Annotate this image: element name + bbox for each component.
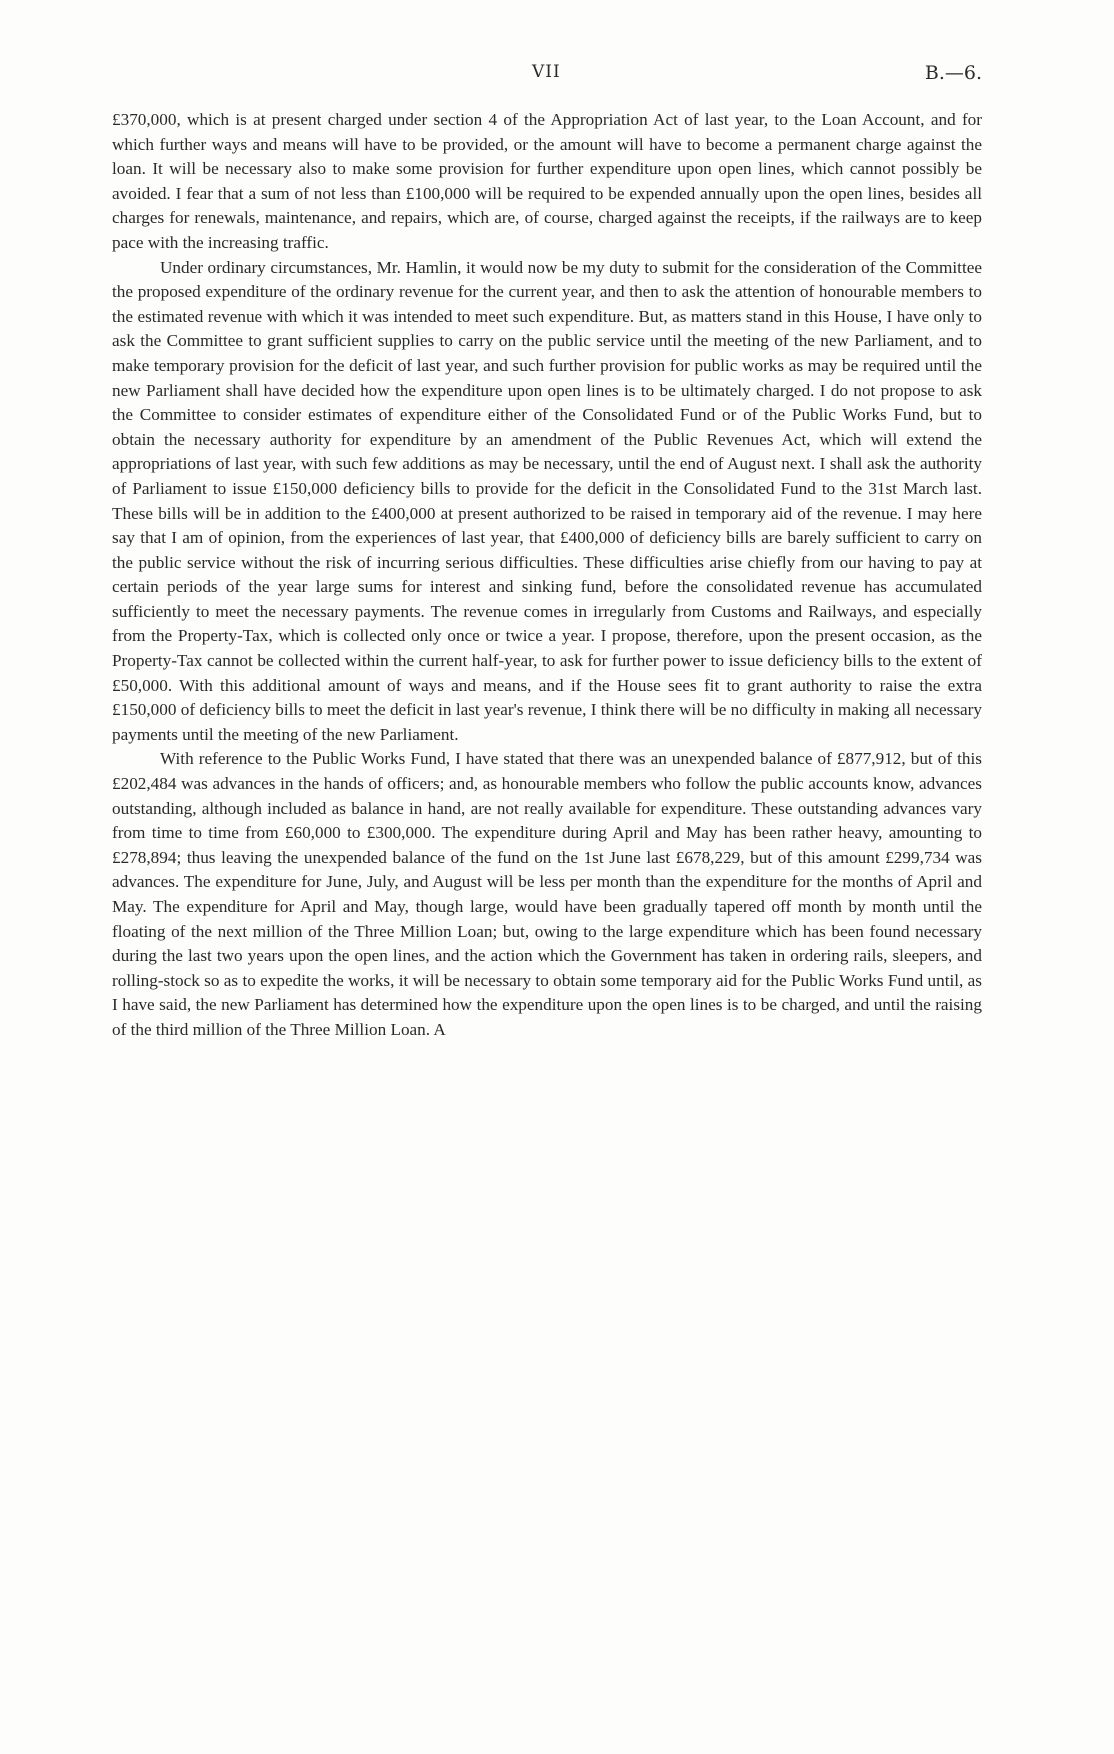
paragraph-1: £370,000, which is at present charged under section 4 of the Appropriation Act of last year, to the Loan Account, and for which further ways and means will have to be provided, or the amount will have to become a permanent charge against the loan. It will be necessary also to make some provision for further expenditure upon open lines, which cannot possibly be avoided. I fear that a sum of not less than £100,000 will be required to be expended annually upon the open lines, besides all charges for renewals, maintenance, and repairs, which are, of course, charged against the receipts, if the railways are to keep pace with the increasing traffic. xyxy=(112,110,982,252)
paragraph-2: Under ordinary circumstances, Mr. Hamlin, it would now be my duty to submit for the consideration of the Committee the proposed expenditure of the ordinary revenue for the current year, and then to ask the attention of honourable members to the estimated revenue with which it was intended to meet such expenditure. But, as matters stand in this House, I have only to ask the Committee to grant sufficient supplies to carry on the public service until the meeting of the new Parliament, and to make temporary provision for the deficit of last year, and such further provision for public works as may be required until the new Parliament shall have decided how the expenditure upon open lines is to be ultimately charged. I do not propose to ask the Committee to consider estimates of expenditure either of the Consolidated Fund or of the Public Works Fund, but to obtain the necessary authority for expenditure by an amendment of the Public Revenues Act, which will extend the appropriations of last year, with such few additions as may be necessary, until the end of August next. I shall ask the authority of Parliament to issue £150,000 deficiency bills to provide for the deficit in the Consolidated Fund to the 31st March last. These bills will be in addition to the £400,000 at present authorized to be raised in temporary aid of the revenue. I may here say that I am of opinion, from the experiences of last year, that £400,000 of deficiency bills are barely sufficient to carry on the public service without the risk of incurring serious difficulties. These difficulties arise chiefly from our having to pay at certain periods of the year large sums for interest and sinking fund, before the consolidated revenue has accumulated sufficiently to meet the necessary payments. The revenue comes in irregularly from Customs and Railways, and especially from the Property-Tax, which is collected only once or twice a year. I propose, therefore, upon the present occasion, as the Property-Tax cannot be collected within the current half-year, to ask for further power to issue deficiency bills to the extent of £50,000. With this additional amount of ways and means, and if the House sees fit to grant authority to raise the extra £150,000 of deficiency bills to meet the deficit in last year's revenue, I think there will be no difficulty in making all necessary payments until the meeting of the new Parliament. xyxy=(112,257,982,744)
paragraph-3: With reference to the Public Works Fund, I have stated that there was an unexpended balance of £877,912, but of this £202,484 was advances in the hands of officers; and, as honourable members who follow the public accounts know, advances outstanding, although included as balance in hand, are not really available for expenditure. These outstanding advances vary from time to time from £60,000 to £300,000. The expenditure during April and May has been rather heavy, amounting to £278,894; thus leaving the unexpended balance of the fund on the 1st June last £678,229, but of this amount £299,734 was advances. The expenditure for June, July, and August will be less per month than the expenditure for the months of April and May. The expenditure for April and May, though large, would have been gradually tapered off month by month until the floating of the next million of the Three Million Loan; but, owing to the large expenditure which has been found necessary during the last two years upon the open lines, and the action which the Government has taken in ordering rails, sleepers, and rolling-stock so as to expedite the works, it will be necessary to obtain some temporary aid for the Public Works Fund until, as I have said, the new Parliament has determined how the expenditure upon the open lines is to be charged, and until the raising of the third million of the Three Million Loan. A xyxy=(112,749,982,1039)
page-header xyxy=(112,62,982,86)
document-reference: B.—6. xyxy=(924,62,982,84)
body-text xyxy=(112,108,982,1043)
page-number: VII xyxy=(532,62,561,82)
